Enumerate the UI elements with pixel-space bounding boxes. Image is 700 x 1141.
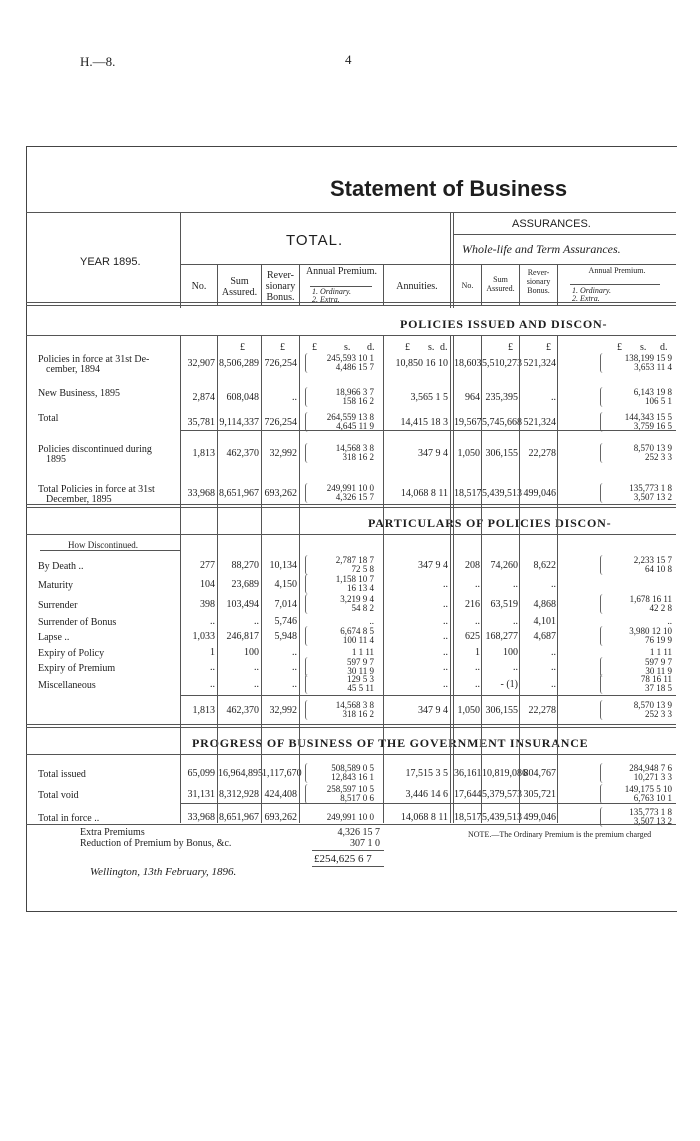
cell-sum-assured: 8,651,967: [219, 488, 259, 499]
cell-a-premium-extra: 37 18 5: [645, 683, 672, 693]
whole-life-header: Whole-life and Term Assurances.: [462, 242, 621, 256]
cell-a-sum-assured: ..: [513, 579, 518, 590]
cell-a-no: 17,644: [454, 789, 482, 800]
row-label: Total issued: [38, 769, 86, 780]
cell-annuities: 14,415 18 3: [400, 417, 448, 428]
cell-sum-assured: 462,370: [226, 705, 259, 716]
cell-reversionary-bonus: ..: [292, 392, 297, 403]
cell-a-no: 208: [465, 560, 480, 571]
cell-a-reversionary-bonus: 521,324: [523, 417, 556, 428]
cell-a-premium-ordinary: 1 1 11: [649, 647, 672, 657]
reduction-value: 307 1 0: [350, 838, 380, 849]
cell-premium-extra: 4,645 11 9: [336, 421, 374, 431]
total-header: TOTAL.: [286, 232, 344, 249]
cell-sum-assured: 246,817: [226, 631, 259, 642]
brace-mark: [305, 387, 309, 407]
cell-a-no: 18,603: [454, 358, 482, 369]
col-premium-ordinary: 1. Ordinary.: [312, 287, 352, 296]
col-a-sum-assured: Sum Assured.: [486, 275, 515, 293]
cell-annuities: 3,565 1 5: [410, 392, 448, 403]
brace-mark: [305, 353, 309, 373]
cell-premium-ordinary: 258,597 10 5: [326, 784, 374, 794]
currency-pound: £: [240, 342, 245, 353]
cell-reversionary-bonus: 726,254: [264, 417, 297, 428]
cell-premium-ordinary: 2,787 18 7: [335, 555, 374, 565]
brace-mark: [600, 387, 604, 407]
cell-annuities: 3,446 14 6: [405, 789, 448, 800]
cell-premium-ordinary: 264,559 13 8: [326, 412, 374, 422]
cell-a-premium-ordinary: 8,570 13 9: [633, 700, 672, 710]
cell-a-sum-assured: ..: [513, 616, 518, 627]
cell-a-reversionary-bonus: 4,101: [533, 616, 556, 627]
cell-a-premium-extra: 3,507 13 2: [633, 816, 672, 826]
row-label: Maturity: [38, 580, 73, 591]
currency-pound: £: [280, 342, 285, 353]
col-a-no: No.: [461, 281, 474, 290]
cell-no: 277: [200, 560, 215, 571]
section-policies-issued: POLICIES ISSUED AND DISCON-: [400, 317, 608, 331]
cell-premium-extra: 318 16 2: [342, 452, 374, 462]
cell-a-sum-assured: 74,260: [490, 560, 518, 571]
cell-a-no: 18,517: [454, 812, 482, 823]
cell-reversionary-bonus: 693,262: [264, 488, 297, 499]
cell-a-premium-ordinary: 6,143 19 8: [633, 387, 672, 397]
col-a-premium-ordinary: 1. Ordinary.: [572, 286, 612, 295]
cell-a-premium-ordinary: 597 9 7: [645, 657, 672, 667]
cell-reversionary-bonus: 424,408: [264, 789, 297, 800]
cell-no: 1,033: [192, 631, 215, 642]
cell-a-sum-assured: 306,155: [485, 448, 518, 459]
row-label: Policies discontinued during: [38, 444, 152, 455]
cell-a-sum-assured: - (1): [500, 679, 518, 690]
cell-premium-extra: 158 16 2: [342, 396, 374, 406]
cell-a-reversionary-bonus: 804,767: [523, 768, 556, 779]
cell-sum-assured: 8,506,289: [219, 358, 259, 369]
brace-mark: [600, 353, 604, 373]
cell-premium-extra: 100 11 4: [342, 635, 374, 645]
col-annuities: Annuities.: [396, 281, 438, 292]
cell-a-sum-assured: 168,277: [485, 631, 518, 642]
cell-a-sum-assured: 5,379,573: [482, 789, 522, 800]
currency-pound: £: [546, 342, 551, 353]
cell-premium-ordinary: 249,991 10 0: [326, 812, 374, 822]
note: NOTE.—The Ordinary Premium is the premium charged: [468, 830, 652, 839]
cell-a-no: 216: [465, 599, 480, 610]
cell-a-sum-assured: 10,819,086: [482, 768, 527, 779]
cell-no: 2,874: [192, 392, 215, 403]
cell-a-no: 964: [465, 392, 480, 403]
row-label: Total Policies in force at 31st: [38, 484, 155, 495]
cell-a-sum-assured: 235,395: [485, 392, 518, 403]
cell-reversionary-bonus: ..: [292, 647, 297, 658]
cell-sum-assured: 9,114,337: [219, 417, 259, 428]
assurances-header: ASSURANCES.: [512, 218, 591, 230]
brace-mark: [305, 555, 309, 575]
cell-a-premium-ordinary: 138,199 15 9: [624, 353, 672, 363]
currency-shillings: s.: [640, 342, 647, 353]
cell-premium-ordinary: 1,158 10 7: [335, 574, 374, 584]
cell-no: 1,813: [192, 705, 215, 716]
col-reversionary-bonus: Rever-sionary Bonus.: [265, 270, 296, 303]
cell-a-sum-assured: 5,745,668: [482, 417, 522, 428]
cell-a-no: 1,050: [457, 705, 480, 716]
cell-no: 1,813: [192, 448, 215, 459]
cell-a-reversionary-bonus: 22,278: [528, 705, 556, 716]
cell-a-premium-ordinary: 1,678 16 11: [629, 594, 672, 604]
cell-sum-assured: ..: [254, 616, 259, 627]
cell-a-reversionary-bonus: ..: [551, 662, 556, 673]
year-label: YEAR 1895.: [80, 256, 141, 268]
cell-reversionary-bonus: 693,262: [264, 812, 297, 823]
cell-no: 1: [210, 647, 215, 658]
brace-mark: [600, 555, 604, 575]
cell-a-sum-assured: 63,519: [490, 599, 518, 610]
cell-a-no: 1: [475, 647, 480, 658]
cell-premium-extra: 4,326 15 7: [335, 492, 374, 502]
cell-annuities: ..: [443, 599, 448, 610]
cell-annuities: ..: [443, 662, 448, 673]
col-sum-assured: Sum Assured.: [221, 276, 258, 298]
cell-reversionary-bonus: 726,254: [264, 358, 297, 369]
cell-no: ..: [210, 616, 215, 627]
brace-mark: [600, 763, 604, 783]
cell-annuities: 347 9 4: [418, 560, 448, 571]
cell-sum-assured: 8,312,928: [219, 789, 259, 800]
cell-premium-ordinary: 249,991 10 0: [326, 483, 374, 493]
row-label: Lapse ..: [38, 632, 70, 643]
cell-a-premium-extra: 76 19 9: [645, 635, 672, 645]
row-label: Total: [38, 413, 59, 424]
cell-a-premium-ordinary: 144,343 15 5: [624, 412, 672, 422]
row-label: cember, 1894: [46, 364, 101, 375]
cell-a-premium-extra: 42 2 8: [649, 603, 672, 613]
cell-premium-ordinary: 597 9 7: [347, 657, 374, 667]
cell-no: 35,781: [187, 417, 215, 428]
currency-pound: £: [405, 342, 410, 353]
cell-a-reversionary-bonus: 499,046: [523, 812, 556, 823]
cell-a-no: ..: [475, 616, 480, 627]
reduction-label: Reduction of Premium by Bonus, &c.: [80, 838, 232, 849]
cell-a-no: 18,517: [454, 488, 482, 499]
cell-premium-ordinary: 14,568 3 8: [335, 443, 374, 453]
brace-mark: [305, 763, 309, 783]
row-label: December, 1895: [46, 494, 112, 505]
row-label: New Business, 1895: [38, 388, 120, 399]
cell-sum-assured: 23,689: [231, 579, 259, 590]
brace-mark: [600, 626, 604, 646]
currency-pound: £: [617, 342, 622, 353]
cell-no: 33,968: [187, 488, 215, 499]
cell-sum-assured: 16,964,895: [218, 768, 263, 779]
cell-premium-extra: 8,517 0 6: [340, 793, 374, 803]
cell-a-premium-extra: 3,653 11 4: [634, 362, 672, 372]
cell-sum-assured: 103,494: [226, 599, 259, 610]
cell-a-reversionary-bonus: ..: [551, 579, 556, 590]
section-progress: PROGRESS OF BUSINESS OF THE GOVERNMENT INSURANCE: [192, 736, 589, 750]
brace-mark: [600, 443, 604, 463]
cell-a-reversionary-bonus: ..: [551, 392, 556, 403]
row-label: Expiry of Policy: [38, 648, 105, 659]
cell-a-reversionary-bonus: ..: [551, 679, 556, 690]
cell-a-premium-ordinary: 78 16 11: [640, 674, 672, 684]
brace-mark: [600, 784, 604, 804]
cell-a-reversionary-bonus: 8,622: [533, 560, 556, 571]
cell-no: 31,131: [187, 789, 215, 800]
cell-no: 33,968: [187, 812, 215, 823]
cell-a-premium-ordinary: 3,980 12 10: [629, 626, 672, 636]
cell-annuities: 347 9 4: [418, 705, 448, 716]
cell-annuities: 10,850 16 10: [395, 358, 448, 369]
brace-mark: [305, 443, 309, 463]
cell-a-premium-extra: 3,507 13 2: [633, 492, 672, 502]
cell-a-no: ..: [475, 579, 480, 590]
cell-premium-extra: 12,843 16 1: [331, 772, 374, 782]
row-label: Surrender: [38, 600, 78, 611]
col-annual-premium: Annual Premium.: [305, 266, 378, 277]
cell-no: 32,907: [187, 358, 215, 369]
cell-annuities: 347 9 4: [418, 448, 448, 459]
cell-annuities: 14,068 8 11: [400, 812, 448, 823]
how-discontinued-label: How Discontinued.: [68, 540, 138, 550]
currency-pound: £: [508, 342, 513, 353]
cell-a-sum-assured: 5,439,513: [482, 488, 522, 499]
cell-premium-extra: 16 13 4: [347, 583, 374, 593]
cell-premium-ordinary: ..: [369, 616, 374, 626]
premium-grand-total: £254,625 6 7: [314, 853, 372, 865]
cell-premium-ordinary: 6,674 8 5: [340, 626, 374, 636]
currency-pence: d.: [367, 342, 375, 353]
brace-mark: [305, 594, 309, 614]
cell-a-sum-assured: 100: [503, 647, 518, 658]
cell-annuities: ..: [443, 679, 448, 690]
row-label: Total void: [38, 790, 79, 801]
cell-premium-extra: 45 5 11: [347, 683, 374, 693]
cell-premium-ordinary: 508,589 0 5: [331, 763, 374, 773]
cell-reversionary-bonus: 5,948: [274, 631, 297, 642]
cell-no: 65,099: [187, 768, 215, 779]
cell-a-premium-ordinary: 284,948 7 6: [629, 763, 672, 773]
brace-mark: [305, 483, 309, 503]
cell-no: 398: [200, 599, 215, 610]
cell-a-premium-extra: 106 5 1: [645, 396, 672, 406]
cell-reversionary-bonus: ..: [292, 679, 297, 690]
cell-sum-assured: 88,270: [231, 560, 259, 571]
document-title: Statement of Business: [330, 176, 568, 201]
cell-no: ..: [210, 679, 215, 690]
cell-a-premium-extra: 252 3 3: [645, 709, 672, 719]
cell-reversionary-bonus: 7,014: [274, 599, 297, 610]
cell-a-no: 625: [465, 631, 480, 642]
brace-mark: [600, 594, 604, 614]
cell-annuities: ..: [443, 579, 448, 590]
cell-a-premium-ordinary: ..: [667, 616, 672, 626]
row-label: Expiry of Premium: [38, 663, 116, 674]
cell-premium-ordinary: 3,219 9 4: [340, 594, 374, 604]
section-particulars-discontinued: PARTICULARS OF POLICIES DISCON-: [368, 516, 612, 530]
cell-annuities: ..: [443, 631, 448, 642]
col-a-reversionary-bonus: Rever-sionary Bonus.: [526, 268, 551, 295]
brace-mark: [305, 626, 309, 646]
cell-a-reversionary-bonus: 4,687: [533, 631, 556, 642]
cell-reversionary-bonus: 5,746: [274, 616, 297, 627]
row-label: Miscellaneous: [38, 680, 96, 691]
cell-a-premium-extra: 6,763 10 1: [633, 793, 672, 803]
extra-premiums-label: Extra Premiums: [80, 827, 145, 838]
cell-a-sum-assured: 306,155: [485, 705, 518, 716]
col-no: No.: [191, 281, 207, 292]
col-premium-extra: 2. Extra.: [312, 295, 340, 304]
cell-annuities: ..: [443, 647, 448, 658]
cell-a-premium-extra: 64 10 8: [645, 564, 672, 574]
cell-a-no: 19,567: [454, 417, 482, 428]
cell-a-no: 1,050: [457, 448, 480, 459]
cell-premium-ordinary: 129 5 3: [347, 674, 374, 684]
cell-a-reversionary-bonus: 4,868: [533, 599, 556, 610]
cell-a-sum-assured: 5,439,513: [482, 812, 522, 823]
currency-shillings: s.: [344, 342, 351, 353]
cell-premium-ordinary: 245,593 10 1: [326, 353, 374, 363]
cell-a-reversionary-bonus: ..: [551, 647, 556, 658]
cell-premium-ordinary: 14,568 3 8: [335, 700, 374, 710]
cell-sum-assured: 608,048: [226, 392, 259, 403]
cell-no: ..: [210, 662, 215, 673]
currency-shillings: s.: [428, 342, 435, 353]
row-label: By Death ..: [38, 561, 84, 572]
cell-a-premium-extra: 3,759 16 5: [633, 421, 672, 431]
cell-reversionary-bonus: 32,992: [269, 705, 297, 716]
cell-reversionary-bonus: ..: [292, 662, 297, 673]
cell-reversionary-bonus: 10,134: [269, 560, 297, 571]
cell-annuities: 17,515 3 5: [405, 768, 448, 779]
cell-a-premium-extra: 10,271 3 3: [633, 772, 672, 782]
cell-premium-extra: 318 16 2: [342, 709, 374, 719]
cell-a-premium-ordinary: 135,773 1 8: [629, 483, 672, 493]
currency-pence: d.: [660, 342, 668, 353]
brace-mark: [305, 674, 309, 694]
cell-a-reversionary-bonus: 22,278: [528, 448, 556, 459]
cell-sum-assured: 8,651,967: [219, 812, 259, 823]
cell-a-no: ..: [475, 662, 480, 673]
col-a-premium-extra: 2. Extra.: [572, 294, 600, 303]
cell-a-sum-assured: 5,510,273: [482, 358, 522, 369]
cell-reversionary-bonus: 1,117,670: [262, 768, 302, 779]
row-label: Surrender of Bonus: [38, 617, 117, 628]
cell-a-premium-ordinary: 2,233 15 7: [633, 555, 672, 565]
cell-reversionary-bonus: 32,992: [269, 448, 297, 459]
currency-pence: d.: [440, 342, 448, 353]
cell-a-reversionary-bonus: 521,324: [523, 358, 556, 369]
cell-a-sum-assured: ..: [513, 662, 518, 673]
extra-premiums-value: 4,326 15 7: [337, 827, 380, 838]
page-number: 4: [345, 52, 352, 67]
brace-mark: [600, 483, 604, 503]
currency-pound: £: [312, 342, 317, 353]
cell-sum-assured: ..: [254, 662, 259, 673]
row-label: Policies in force at 31st De-: [38, 354, 150, 365]
page-reference: H.—8.: [80, 54, 116, 69]
cell-sum-assured: 462,370: [226, 448, 259, 459]
cell-a-premium-extra: 30 11 9: [645, 666, 672, 676]
cell-a-premium-extra: 252 3 3: [645, 452, 672, 462]
brace-mark: [305, 574, 309, 594]
brace-mark: [600, 412, 604, 432]
cell-sum-assured: 100: [244, 647, 259, 658]
brace-mark: [305, 700, 309, 720]
cell-premium-extra: 30 11 9: [347, 666, 374, 676]
row-label: Total in force ..: [38, 813, 100, 824]
cell-a-premium-ordinary: 135,773 1 8: [629, 807, 672, 817]
cell-annuities: 14,068 8 11: [400, 488, 448, 499]
cell-sum-assured: ..: [254, 679, 259, 690]
brace-mark: [305, 784, 309, 804]
cell-a-premium-ordinary: 8,570 13 9: [633, 443, 672, 453]
signoff: Wellington, 13th February, 1896.: [90, 866, 237, 878]
cell-premium-extra: 72 5 8: [351, 564, 374, 574]
cell-no: 104: [200, 579, 215, 590]
cell-a-no: ..: [475, 679, 480, 690]
cell-premium-ordinary: 18,966 3 7: [335, 387, 374, 397]
cell-a-reversionary-bonus: 305,721: [523, 789, 556, 800]
brace-mark: [600, 700, 604, 720]
cell-premium-ordinary: 1 1 11: [351, 647, 374, 657]
cell-a-no: 36,161: [454, 768, 482, 779]
cell-annuities: ..: [443, 616, 448, 627]
brace-mark: [305, 412, 309, 432]
cell-premium-extra: 4,486 15 7: [335, 362, 374, 372]
cell-premium-extra: 54 8 2: [351, 603, 374, 613]
col-a-annual-premium: Annual Premium.: [588, 266, 646, 275]
cell-a-reversionary-bonus: 499,046: [523, 488, 556, 499]
cell-a-premium-ordinary: 149,175 5 10: [624, 784, 672, 794]
row-label: 1895: [46, 454, 66, 465]
cell-reversionary-bonus: 4,150: [274, 579, 297, 590]
brace-mark: [600, 674, 604, 694]
